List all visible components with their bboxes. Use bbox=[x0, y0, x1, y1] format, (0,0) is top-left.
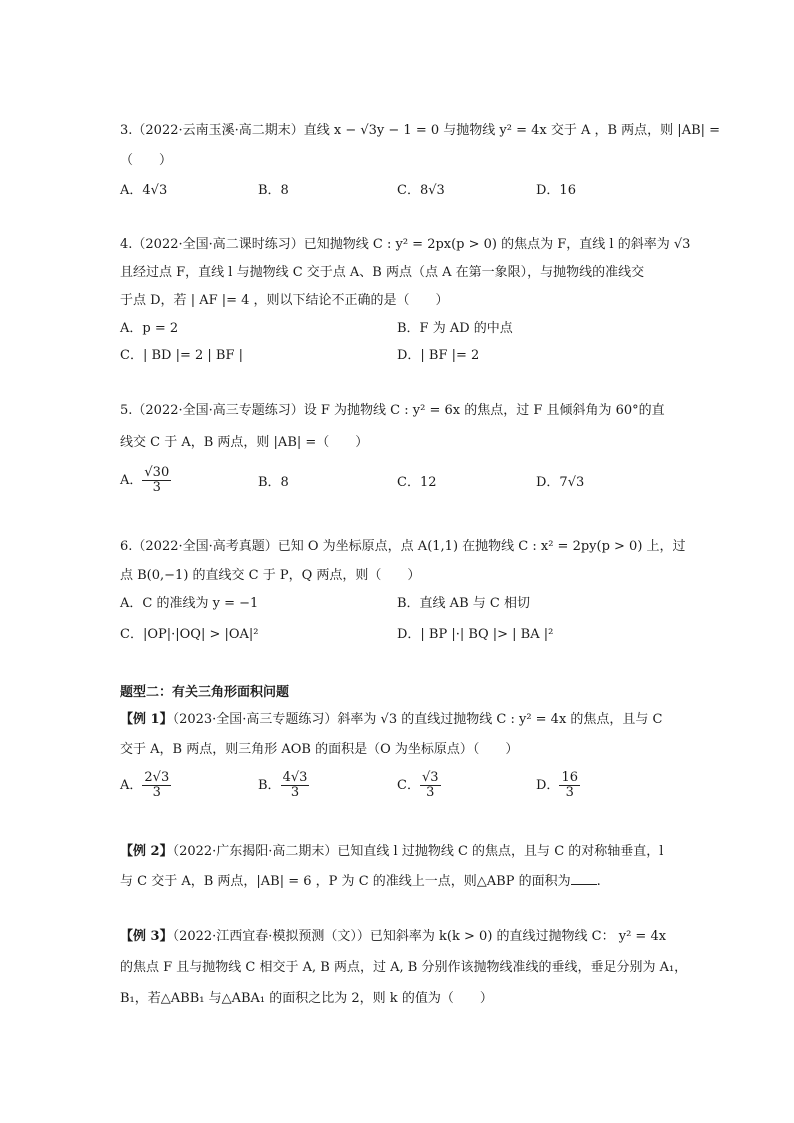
ex1-option-d-numerator: 16 bbox=[561, 770, 578, 785]
q5-option-d: D．7√3 bbox=[536, 475, 585, 490]
ex2-line2-text: 与 C 交于 A，B 两点，|AB| = 6 ，P 为 C 的准线上一点，则△ABP 的面积为 bbox=[120, 874, 571, 889]
q4-option-a: A．p = 2 bbox=[120, 321, 179, 336]
ex1-option-b-fraction bbox=[281, 771, 310, 800]
ex1-option-c bbox=[397, 771, 441, 800]
ex1-option-d-fraction bbox=[559, 771, 580, 800]
q4-line2: 且经过点 F，直线 l 与抛物线 C 交于点 A、B 两点（点 A 在第一象限），与抛物线的准线交 bbox=[120, 265, 645, 280]
ex1-option-b bbox=[258, 771, 309, 800]
q6-option-a: A．C 的准线为 y = −1 bbox=[120, 596, 259, 611]
ex1-option-b-numerator: 4√3 bbox=[282, 770, 308, 785]
q3-line2: （ ） bbox=[120, 153, 173, 168]
ex1-option-a bbox=[120, 771, 171, 800]
q5-line2: 线交 C 于 A，B 两点，则 |AB| =（ ） bbox=[120, 435, 369, 450]
q4-option-b: B．F 为 AD 的中点 bbox=[397, 321, 513, 336]
q4-option-c: C．| BD |= 2 | BF | bbox=[120, 348, 243, 363]
ex3-label: 【例 3】 bbox=[120, 929, 173, 944]
q5-option-c: C．12 bbox=[397, 475, 437, 490]
q4-line1: 4.（2022·全国·高二课时练习）已知抛物线 C : y² = 2px(p > 0) 的焦点为 F，直线 l 的斜率为 √3 bbox=[120, 237, 691, 252]
q5-option-b: B．8 bbox=[258, 475, 289, 490]
q6-option-b: B．直线 AB 与 C 相切 bbox=[397, 596, 530, 611]
ex1-option-d bbox=[536, 771, 580, 800]
section-heading: 题型二：有关三角形面积问题 bbox=[120, 685, 290, 700]
ex2-line1-text: （2022·广东揭阳·高二期末）已知直线 l 过抛物线 C 的焦点，且与 C 的对称轴垂直，l bbox=[172, 844, 664, 859]
ex1-option-c-prefix: C． bbox=[397, 778, 420, 793]
ex1-label: 【例 1】 bbox=[120, 712, 173, 727]
ex1-option-c-numerator: √3 bbox=[421, 770, 439, 785]
q3-line1: 3.（2022·云南玉溪·高二期末）直线 x − √3y − 1 = 0 与抛物线 y² = 4x 交于 A ，B 两点，则 |AB| = bbox=[120, 123, 721, 138]
ex1-line1-text: （2023·全国·高三专题练习）斜率为 √3 的直线过抛物线 C : y² = 4x 的焦点，且与 C bbox=[172, 712, 663, 727]
q5-option-a-fraction bbox=[142, 466, 171, 495]
ex1-option-b-denominator: 3 bbox=[290, 785, 300, 800]
answer-blank bbox=[571, 872, 597, 885]
ex1-option-a-fraction bbox=[142, 771, 171, 800]
ex1-option-c-fraction bbox=[420, 771, 441, 800]
q6-option-d: D．| BP |·| BQ |> | BA |² bbox=[397, 627, 554, 642]
q3-option-d: D．16 bbox=[536, 183, 576, 198]
ex1-option-d-prefix: D． bbox=[536, 778, 560, 793]
ex1-line1 bbox=[120, 711, 663, 729]
ex1-line2: 交于 A，B 两点，则三角形 AOB 的面积是（O 为坐标原点）（ ） bbox=[120, 742, 519, 757]
ex2-line2 bbox=[120, 872, 601, 891]
ex2-line2-end: . bbox=[596, 874, 601, 889]
q5-option-a-numerator: √30 bbox=[144, 465, 170, 480]
q3-option-c: C．8√3 bbox=[397, 183, 445, 198]
q5-option-a-prefix: A． bbox=[120, 473, 143, 488]
ex3-line3: B₁，若△ABB₁ 与△ABA₁ 的面积之比为 2，则 k 的值为（ ） bbox=[120, 991, 493, 1006]
q6-line2: 点 B(0,−1) 的直线交 C 于 P，Q 两点，则（ ） bbox=[120, 568, 421, 583]
ex1-option-a-prefix: A． bbox=[120, 778, 143, 793]
ex3-line1 bbox=[120, 928, 666, 946]
ex3-line1-text: （2022·江西宜春·模拟预测（文））已知斜率为 k(k > 0) 的直线过抛物线 C： y² = 4x bbox=[172, 929, 667, 944]
q6-option-c: C．|OP|·|OQ| > |OA|² bbox=[120, 627, 259, 642]
q4-line3: 于点 D，若 | AF |= 4 ，则以下结论不正确的是（ ） bbox=[120, 293, 449, 308]
ex1-option-a-denominator: 3 bbox=[152, 785, 161, 800]
ex2-line1 bbox=[120, 843, 663, 861]
q6-line1: 6.（2022·全国·高考真题）已知 O 为坐标原点，点 A(1,1) 在抛物线 C : x² = 2py(p > 0) 上，过 bbox=[120, 539, 686, 554]
ex1-option-c-denominator: 3 bbox=[426, 785, 435, 800]
ex1-option-b-prefix: B． bbox=[258, 778, 281, 793]
q3-option-b: B．8 bbox=[258, 183, 289, 198]
ex1-option-d-denominator: 3 bbox=[565, 785, 574, 800]
q3-option-a: A．4√3 bbox=[120, 183, 168, 198]
ex1-option-a-numerator: 2√3 bbox=[144, 770, 170, 785]
q4-option-d: D．| BF |= 2 bbox=[397, 348, 480, 363]
q5-option-a bbox=[120, 466, 171, 495]
ex3-line2: 的焦点 F 且与抛物线 C 相交于 A, B 两点，过 A, B 分别作该抛物线准线的垂线，垂足分别为 A₁， bbox=[120, 960, 688, 975]
q5-line1: 5.（2022·全国·高三专题练习）设 F 为抛物线 C : y² = 6x 的焦点，过 F 且倾斜角为 60°的直 bbox=[120, 403, 665, 418]
q5-option-a-denominator: 3 bbox=[152, 480, 161, 495]
ex2-label: 【例 2】 bbox=[120, 844, 173, 859]
